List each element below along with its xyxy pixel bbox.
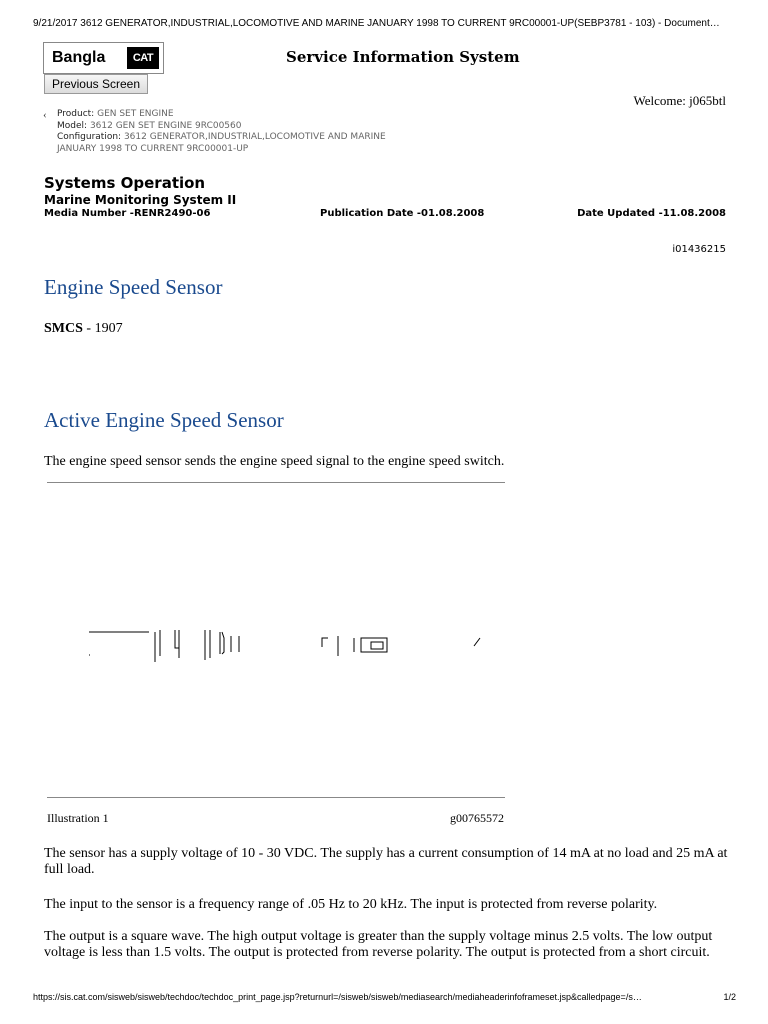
welcome-user: Welcome: j065btl (633, 93, 726, 108)
publication-date: Publication Date -01.08.2008 (320, 208, 485, 219)
document-id: i01436215 (672, 244, 726, 255)
logo-text: Bangla (52, 49, 106, 66)
date-updated: Date Updated -11.08.2008 (577, 208, 726, 219)
configuration-label: Configuration: (57, 132, 122, 142)
supply-voltage-paragraph: The sensor has a supply voltage of 10 - 30 VDC. The supply has a current consumption of 14 mA at no load and 25 mA at full load. (44, 846, 728, 877)
previous-screen-button[interactable]: Previous Screen (44, 74, 148, 94)
product-row (44, 109, 464, 121)
chevron-left-icon[interactable]: ‹ (43, 109, 47, 121)
cat-logo-icon: CAT (127, 47, 159, 69)
model-label: Model: (57, 120, 88, 131)
configuration-value-2: JANUARY 1998 TO CURRENT 9RC00001-UP (57, 143, 249, 154)
doc-category: Systems Operation (44, 174, 206, 192)
model-value: 3612 GEN SET ENGINE 9RC00560 (89, 120, 242, 131)
sensor-illustration (47, 486, 505, 796)
model-row (44, 121, 464, 133)
illustration-bottom-rule (47, 797, 505, 798)
smcs-label: SMCS (44, 321, 83, 336)
print-header: 9/21/2017 3612 GENERATOR,INDUSTRIAL,LOCOMOTIVE AND MARINE JANUARY 1998 TO CURRENT 9RC00001-UP(SEBP3781 - 103) - Document… (33, 18, 720, 29)
brand-logo (43, 42, 164, 74)
print-footer-url: https://sis.cat.com/sisweb/sisweb/techdoc/techdoc_print_page.jsp?returnurl=/sisweb/sisweb/mediasearch/mediaheaderinfoframeset.jsp&calledpage=/s… (33, 992, 642, 1002)
sis-title: Service Information System (286, 48, 520, 66)
configuration-row-2 (44, 144, 464, 156)
sensor-drawing-icon (47, 486, 505, 796)
output-signal-paragraph: The output is a square wave. The high output voltage is greater than the supply voltage minus 2.5 volts. The low output voltage is less than 1.5 volts. The output is protected from reverse polarity. The output is protected from a short circuit. (44, 929, 713, 960)
section-title: Engine Speed Sensor (44, 275, 223, 299)
illustration-top-rule (47, 482, 505, 483)
product-label: Product: (57, 109, 95, 119)
intro-paragraph: The engine speed sensor sends the engine speed signal to the engine speed switch. (44, 454, 505, 469)
illustration-label: Illustration 1 (47, 811, 109, 825)
graphic-id: g00765572 (450, 811, 504, 825)
subsection-title: Active Engine Speed Sensor (44, 408, 284, 432)
product-value: GEN SET ENGINE (97, 109, 174, 119)
media-number: Media Number -RENR2490-06 (44, 208, 211, 219)
configuration-row (44, 132, 464, 144)
input-frequency-paragraph: The input to the sensor is a frequency range of .05 Hz to 20 kHz. The input is protected from reverse polarity. (44, 897, 658, 912)
configuration-value: 3612 GENERATOR,INDUSTRIAL,LOCOMOTIVE AND MARINE (123, 132, 386, 142)
product-metadata (44, 109, 464, 155)
print-footer-page: 1/2 (723, 992, 736, 1002)
doc-subtitle: Marine Monitoring System II (44, 193, 237, 207)
smcs-code (44, 321, 123, 337)
smcs-value: - 1907 (82, 321, 123, 336)
